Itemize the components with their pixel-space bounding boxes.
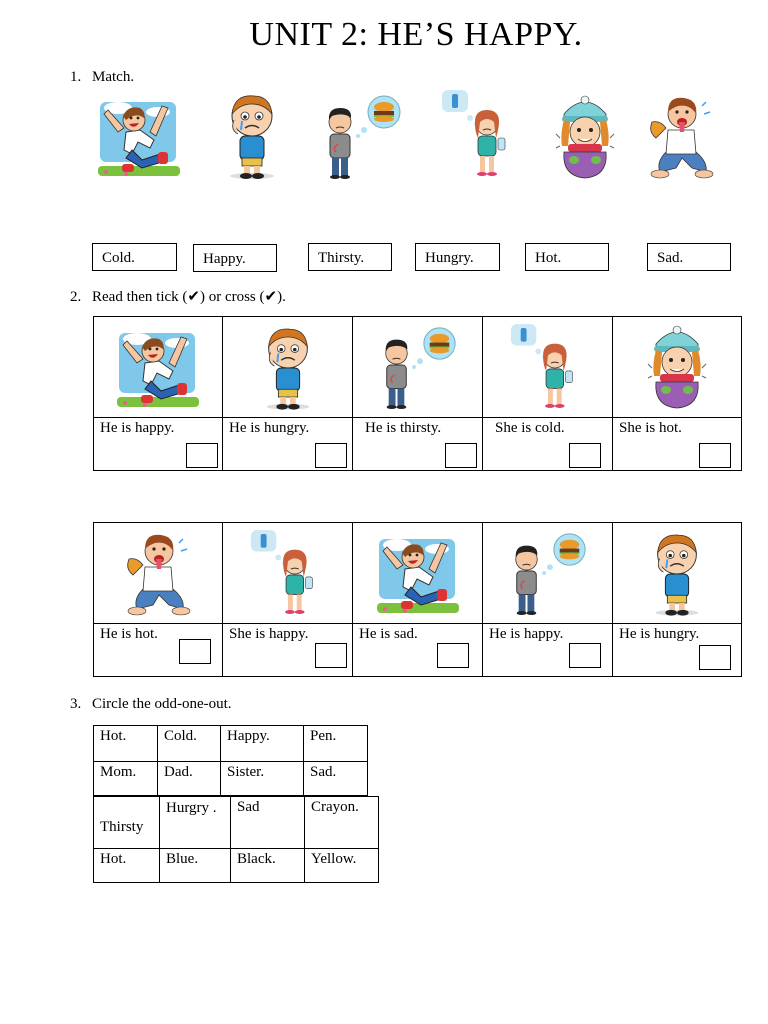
- word-cell[interactable]: Black.: [231, 849, 305, 883]
- q2-t2-caption-cell: [94, 624, 223, 677]
- hungry-man-illustration: [375, 324, 461, 410]
- word-cell[interactable]: Hot.: [94, 849, 160, 883]
- tick-box[interactable]: [315, 443, 347, 468]
- word-cell[interactable]: Dad.: [158, 762, 221, 796]
- q2-t1-picture-cell: [353, 317, 483, 418]
- happy-boy-illustration: [374, 529, 462, 617]
- q2-number: 2.: [70, 289, 82, 305]
- thirsty-girl-illustration: [440, 88, 520, 180]
- hungry-man-illustration: [505, 530, 591, 616]
- sad-boy-illustration: [220, 90, 284, 180]
- tick-box[interactable]: [569, 643, 601, 668]
- word-cell[interactable]: Mom.: [94, 762, 158, 796]
- hot-boy-illustration: [646, 92, 716, 180]
- caption-text: She is happy.: [229, 626, 309, 642]
- q2-t2-picture-cell: [483, 523, 613, 624]
- caption-text: He is hot.: [100, 626, 158, 642]
- word-cell[interactable]: Blue.: [160, 849, 231, 883]
- q1-image-2: [220, 90, 284, 180]
- q2-t2-caption-cell: [223, 624, 353, 677]
- thirsty-girl-illustration: [509, 322, 587, 412]
- sad-boy-illustration: [646, 529, 708, 617]
- q1-label-2[interactable]: Happy.: [193, 244, 277, 272]
- word-cell[interactable]: Cold.: [158, 726, 221, 762]
- q2-heading: [70, 287, 286, 306]
- tick-box[interactable]: [445, 443, 477, 468]
- q2-t2-picture-cell: [94, 523, 223, 624]
- q2-t1-picture-cell: [223, 317, 353, 418]
- page-title: UNIT 2: HE’S HAPPY.: [249, 16, 583, 53]
- caption-text: He is thirsty.: [365, 420, 442, 436]
- q1-image-1: [96, 92, 182, 180]
- q1-image-6: [646, 92, 716, 180]
- word-cell[interactable]: Thirsty: [94, 797, 160, 849]
- caption-text: He is happy.: [489, 626, 564, 642]
- tick-box[interactable]: [315, 643, 347, 668]
- tick-box[interactable]: [699, 645, 731, 670]
- cold-girl-illustration: [552, 94, 618, 180]
- word-cell[interactable]: Sad.: [304, 762, 368, 796]
- q2-t1-picture-cell: [483, 317, 613, 418]
- tick-box[interactable]: [437, 643, 469, 668]
- q2-t1-picture-cell: [94, 317, 223, 418]
- q1-label-3[interactable]: Thirsty.: [308, 243, 392, 271]
- word-cell[interactable]: Sad: [231, 797, 305, 849]
- caption-text: She is cold.: [495, 420, 565, 436]
- q1-number: 1.: [70, 69, 82, 85]
- q2-table-1: [93, 316, 742, 471]
- q1-label-6[interactable]: Sad.: [647, 243, 731, 271]
- tick-box[interactable]: [699, 443, 731, 468]
- q2-t1-caption-cell: [94, 418, 223, 471]
- q2-t2-caption-cell: [483, 624, 613, 677]
- tick-box[interactable]: [569, 443, 601, 468]
- q2-t1-caption-cell: [223, 418, 353, 471]
- cold-girl-illustration: [644, 324, 710, 410]
- word-cell[interactable]: Crayon.: [305, 797, 379, 849]
- word-cell[interactable]: Hot.: [94, 726, 158, 762]
- q2-t2-picture-cell: [353, 523, 483, 624]
- q1-label-5[interactable]: Hot.: [525, 243, 609, 271]
- q1-label-4[interactable]: Hungry.: [415, 243, 500, 271]
- sad-boy-illustration: [257, 323, 319, 411]
- q1-heading-text: Match.: [92, 69, 135, 85]
- q2-heading-text: Read then tick (✔) or cross (✔).: [92, 289, 286, 305]
- thirsty-girl-illustration: [249, 528, 327, 618]
- q2-t2-caption-cell: [613, 624, 742, 677]
- hungry-man-illustration: [318, 92, 406, 180]
- caption-text: He is sad.: [359, 626, 418, 642]
- tick-box[interactable]: [179, 639, 211, 664]
- tick-box[interactable]: [186, 443, 218, 468]
- caption-text: He is happy.: [100, 420, 175, 436]
- q3-heading: [70, 696, 232, 713]
- q3-table-2: [93, 796, 379, 883]
- q2-t1-picture-cell: [613, 317, 742, 418]
- happy-boy-illustration: [114, 323, 202, 411]
- q2-t2-caption-cell: [353, 624, 483, 677]
- word-cell[interactable]: Yellow.: [305, 849, 379, 883]
- word-cell[interactable]: Pen.: [304, 726, 368, 762]
- caption-text: He is hungry.: [229, 420, 310, 436]
- caption-text: She is hot.: [619, 420, 682, 436]
- q1-image-3: [318, 92, 406, 180]
- hot-boy-illustration: [122, 529, 194, 617]
- caption-text: He is hungry.: [619, 626, 700, 642]
- q2-t2-picture-cell: [613, 523, 742, 624]
- q1-heading: [70, 69, 134, 86]
- word-cell[interactable]: Sister.: [221, 762, 304, 796]
- q3-table-1: [93, 725, 368, 796]
- q2-t2-picture-cell: [223, 523, 353, 624]
- q3-number: 3.: [70, 696, 82, 712]
- q2-t1-caption-cell: [353, 418, 483, 471]
- q2-t1-caption-cell: [613, 418, 742, 471]
- word-cell[interactable]: Happy.: [221, 726, 304, 762]
- q1-image-5: [552, 94, 618, 180]
- word-cell[interactable]: Hurgry .: [160, 797, 231, 849]
- q3-heading-text: Circle the odd-one-out.: [92, 696, 232, 712]
- q2-table-2: [93, 522, 742, 677]
- q1-label-1[interactable]: Cold.: [92, 243, 177, 271]
- q1-image-4: [440, 88, 520, 180]
- happy-boy-illustration: [96, 92, 182, 180]
- q2-t1-caption-cell: [483, 418, 613, 471]
